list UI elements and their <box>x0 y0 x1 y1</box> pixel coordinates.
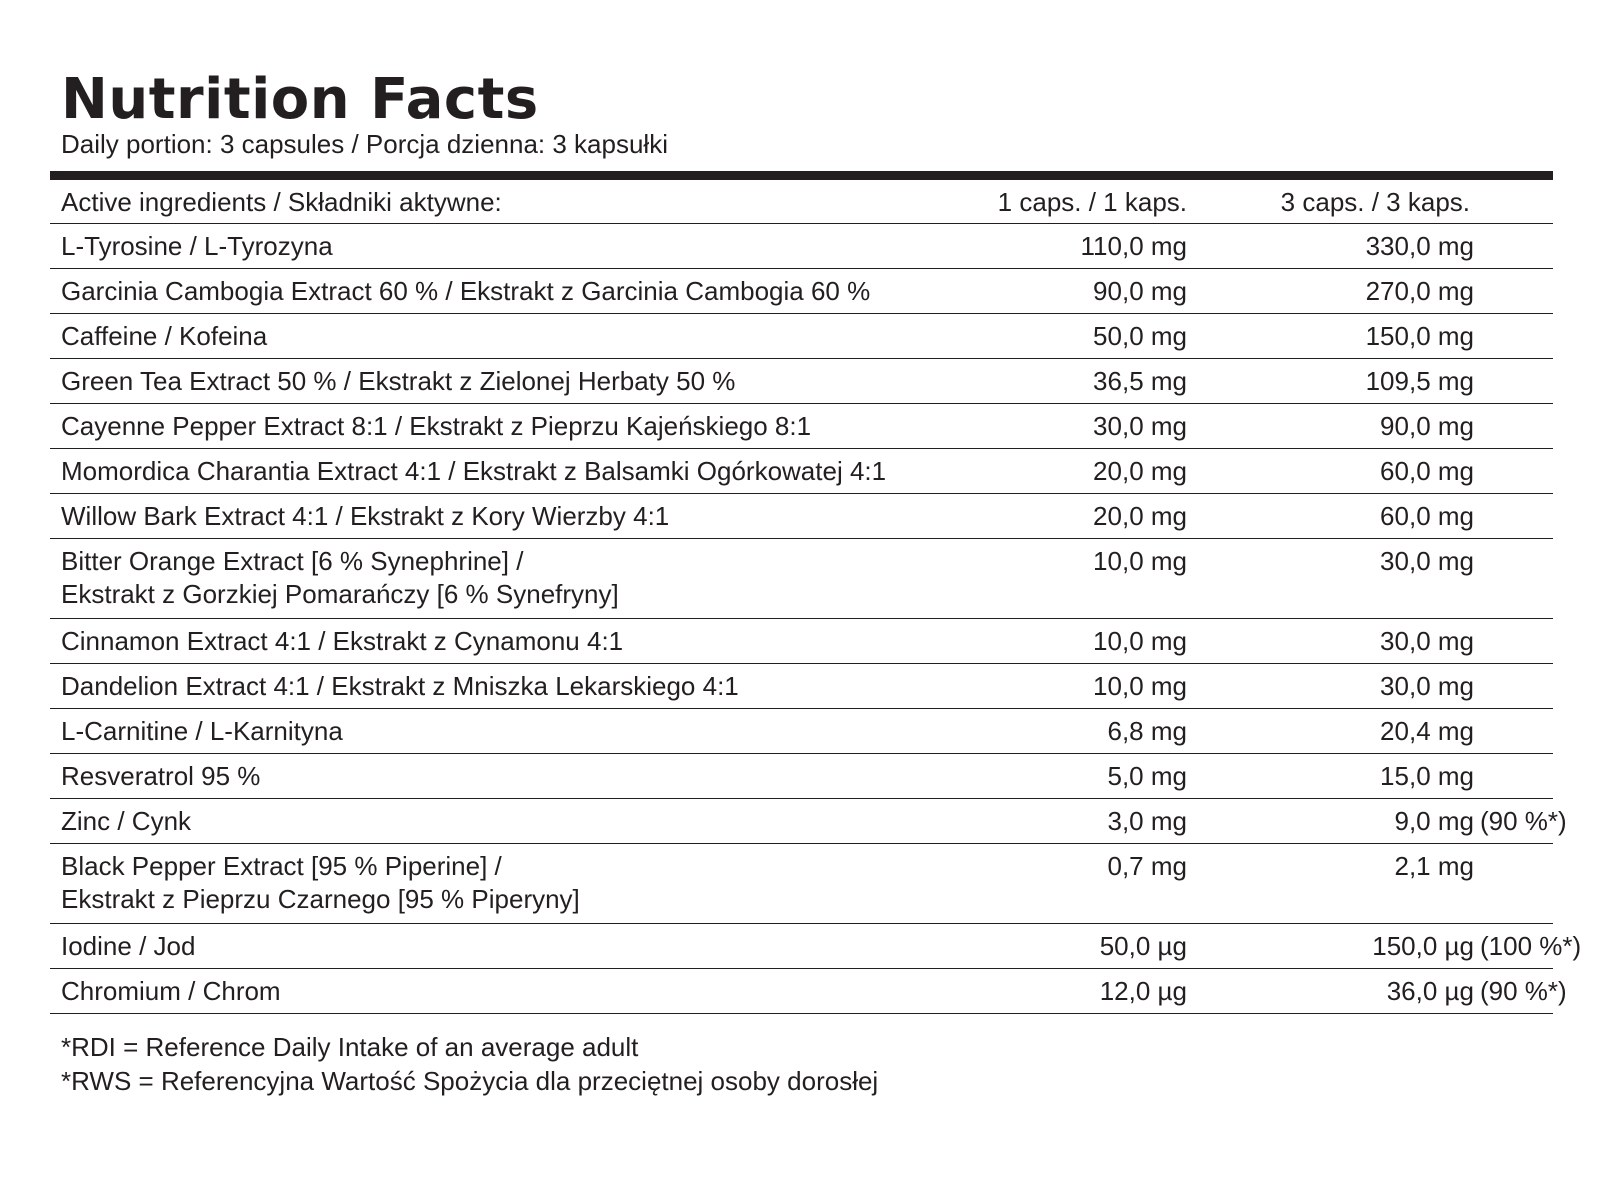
amount-per-one-capsule: 10,0 mg <box>1093 546 1187 576</box>
ingredient-name-line: Willow Bark Extract 4:1 / Ekstrakt z Kory Wierzby 4:1 <box>61 501 670 531</box>
ingredients-table <box>50 180 1582 1014</box>
ingredient-name-line: Cinnamon Extract 4:1 / Ekstrakt z Cynamonu 4:1 <box>61 626 624 656</box>
ingredient-name <box>61 500 669 533</box>
amount-per-one-capsule: 0,7 mg <box>1107 851 1187 881</box>
ingredient-name-line: Iodine / Jod <box>61 931 196 961</box>
header-ingredients: Active ingredients / Składniki aktywne: <box>61 187 502 217</box>
amount-per-one-capsule: 110,0 mg <box>1080 231 1187 261</box>
ingredient-name-line: Dandelion Extract 4:1 / Ekstrakt z Mniszka Lekarskiego 4:1 <box>61 671 739 701</box>
amount-per-one-capsule: 20,0 mg <box>1093 456 1187 486</box>
amount-per-one-capsule: 5,0 mg <box>1107 761 1187 791</box>
ingredient-name-line: Bitter Orange Extract [6 % Synephrine] / <box>61 546 524 576</box>
footnote-rws: *RWS = Referencyjna Wartość Spożycia dla przeciętnej osoby dorosłej <box>61 1066 879 1096</box>
amount-per-one-capsule: 50,0 µg <box>1099 931 1187 961</box>
ingredient-name <box>61 930 195 963</box>
amount-per-three-capsules: 30,0 mg <box>1380 626 1474 656</box>
amount-per-three-capsules: 2,1 mg <box>1394 851 1474 881</box>
amount-per-three-capsules: 36,0 µg <box>1386 976 1474 1006</box>
table-header-row <box>50 180 1553 224</box>
amount-per-one-capsule: 10,0 mg <box>1093 626 1187 656</box>
amount-per-one-capsule: 3,0 mg <box>1107 806 1187 836</box>
ingredient-name <box>61 715 343 748</box>
ingredient-name <box>61 625 623 658</box>
amount-per-one-capsule: 10,0 mg <box>1093 671 1187 701</box>
ingredient-name-line: Black Pepper Extract [95 % Piperine] / <box>61 851 502 881</box>
table-row <box>50 664 1553 709</box>
table-row <box>50 224 1553 269</box>
amount-per-three-capsules: 60,0 mg <box>1380 456 1474 486</box>
ingredient-name-line: Resveratrol 95 % <box>61 761 261 791</box>
amount-per-three-capsules: 150,0 µg <box>1372 931 1474 961</box>
rdi-percentage: (100 %*) <box>1480 931 1582 961</box>
ingredient-name-line: L-Tyrosine / L-Tyrozyna <box>61 231 333 261</box>
ingredient-name-line: Momordica Charantia Extract 4:1 / Ekstrakt z Balsamki Ogórkowatej 4:1 <box>61 456 887 486</box>
ingredient-name <box>61 670 739 703</box>
table-body <box>50 224 1582 1014</box>
header-per-three-capsules: 3 caps. / 3 kaps. <box>1280 187 1470 217</box>
ingredient-name-line: Zinc / Cynk <box>61 806 192 836</box>
rdi-percentage: (90 %*) <box>1480 806 1567 836</box>
amount-per-one-capsule: 30,0 mg <box>1093 411 1187 441</box>
ingredient-name <box>61 975 281 1008</box>
daily-portion-subtitle: Daily portion: 3 capsules / Porcja dzienna: 3 kapsułki <box>61 129 668 159</box>
amount-per-three-capsules: 90,0 mg <box>1380 411 1474 441</box>
ingredient-name-line: Garcinia Cambogia Extract 60 % / Ekstrakt z Garcinia Cambogia 60 % <box>61 276 871 306</box>
amount-per-one-capsule: 50,0 mg <box>1093 321 1187 351</box>
ingredient-name-line: Ekstrakt z Gorzkiej Pomarańczy [6 % Synefryny] <box>61 579 619 609</box>
table-row <box>50 619 1553 664</box>
table-row <box>50 449 1553 494</box>
ingredient-name-line: Green Tea Extract 50 % / Ekstrakt z Zielonej Herbaty 50 % <box>61 366 736 396</box>
amount-per-three-capsules: 30,0 mg <box>1380 546 1474 576</box>
amount-per-one-capsule: 20,0 mg <box>1093 501 1187 531</box>
ingredient-name-line: Ekstrakt z Pieprzu Czarnego [95 % Piperyny] <box>61 884 580 914</box>
ingredient-name <box>61 275 870 308</box>
header-per-one-capsule: 1 caps. / 1 kaps. <box>997 187 1187 217</box>
table-row <box>50 359 1553 404</box>
amount-per-three-capsules: 30,0 mg <box>1380 671 1474 701</box>
table-row <box>50 709 1553 754</box>
title-divider <box>50 171 1553 180</box>
amount-per-three-capsules: 15,0 mg <box>1380 761 1474 791</box>
footnotes <box>61 1030 878 1098</box>
ingredient-name-line: Cayenne Pepper Extract 8:1 / Ekstrakt z Pieprzu Kajeńskiego 8:1 <box>61 411 812 441</box>
amount-per-three-capsules: 9,0 mg <box>1394 806 1474 836</box>
table-row <box>50 844 1553 924</box>
ingredient-name <box>61 320 267 353</box>
ingredient-name-line: Chromium / Chrom <box>61 976 281 1006</box>
page-title: Nutrition Facts <box>61 67 539 132</box>
amount-per-three-capsules: 330,0 mg <box>1365 231 1474 261</box>
ingredient-name <box>61 365 735 398</box>
table-row <box>50 314 1553 359</box>
table-row <box>50 754 1553 799</box>
ingredient-name <box>61 760 260 793</box>
ingredient-name <box>61 850 580 916</box>
footnote-rdi: *RDI = Reference Daily Intake of an average adult <box>61 1032 639 1062</box>
ingredient-name <box>61 805 191 838</box>
amount-per-three-capsules: 20,4 mg <box>1380 716 1474 746</box>
table-row <box>50 969 1567 1014</box>
ingredient-name-line: Caffeine / Kofeina <box>61 321 268 351</box>
ingredient-name <box>61 545 619 611</box>
table-row <box>50 924 1582 969</box>
amount-per-one-capsule: 6,8 mg <box>1107 716 1187 746</box>
ingredient-name <box>61 230 333 263</box>
amount-per-three-capsules: 270,0 mg <box>1365 276 1474 306</box>
table-row <box>50 269 1553 314</box>
table-row <box>50 799 1567 844</box>
ingredient-name-line: L-Carnitine / L-Karnityna <box>61 716 343 746</box>
table-row <box>50 494 1553 539</box>
amount-per-three-capsules: 150,0 mg <box>1365 321 1474 351</box>
table-row <box>50 539 1553 619</box>
ingredient-name <box>61 455 886 488</box>
amount-per-one-capsule: 12,0 µg <box>1099 976 1187 1006</box>
amount-per-one-capsule: 90,0 mg <box>1093 276 1187 306</box>
table-row <box>50 404 1553 449</box>
ingredient-name <box>61 410 811 443</box>
amount-per-one-capsule: 36,5 mg <box>1093 366 1187 396</box>
amount-per-three-capsules: 60,0 mg <box>1380 501 1474 531</box>
amount-per-three-capsules: 109,5 mg <box>1365 366 1474 396</box>
rdi-percentage: (90 %*) <box>1480 976 1567 1006</box>
